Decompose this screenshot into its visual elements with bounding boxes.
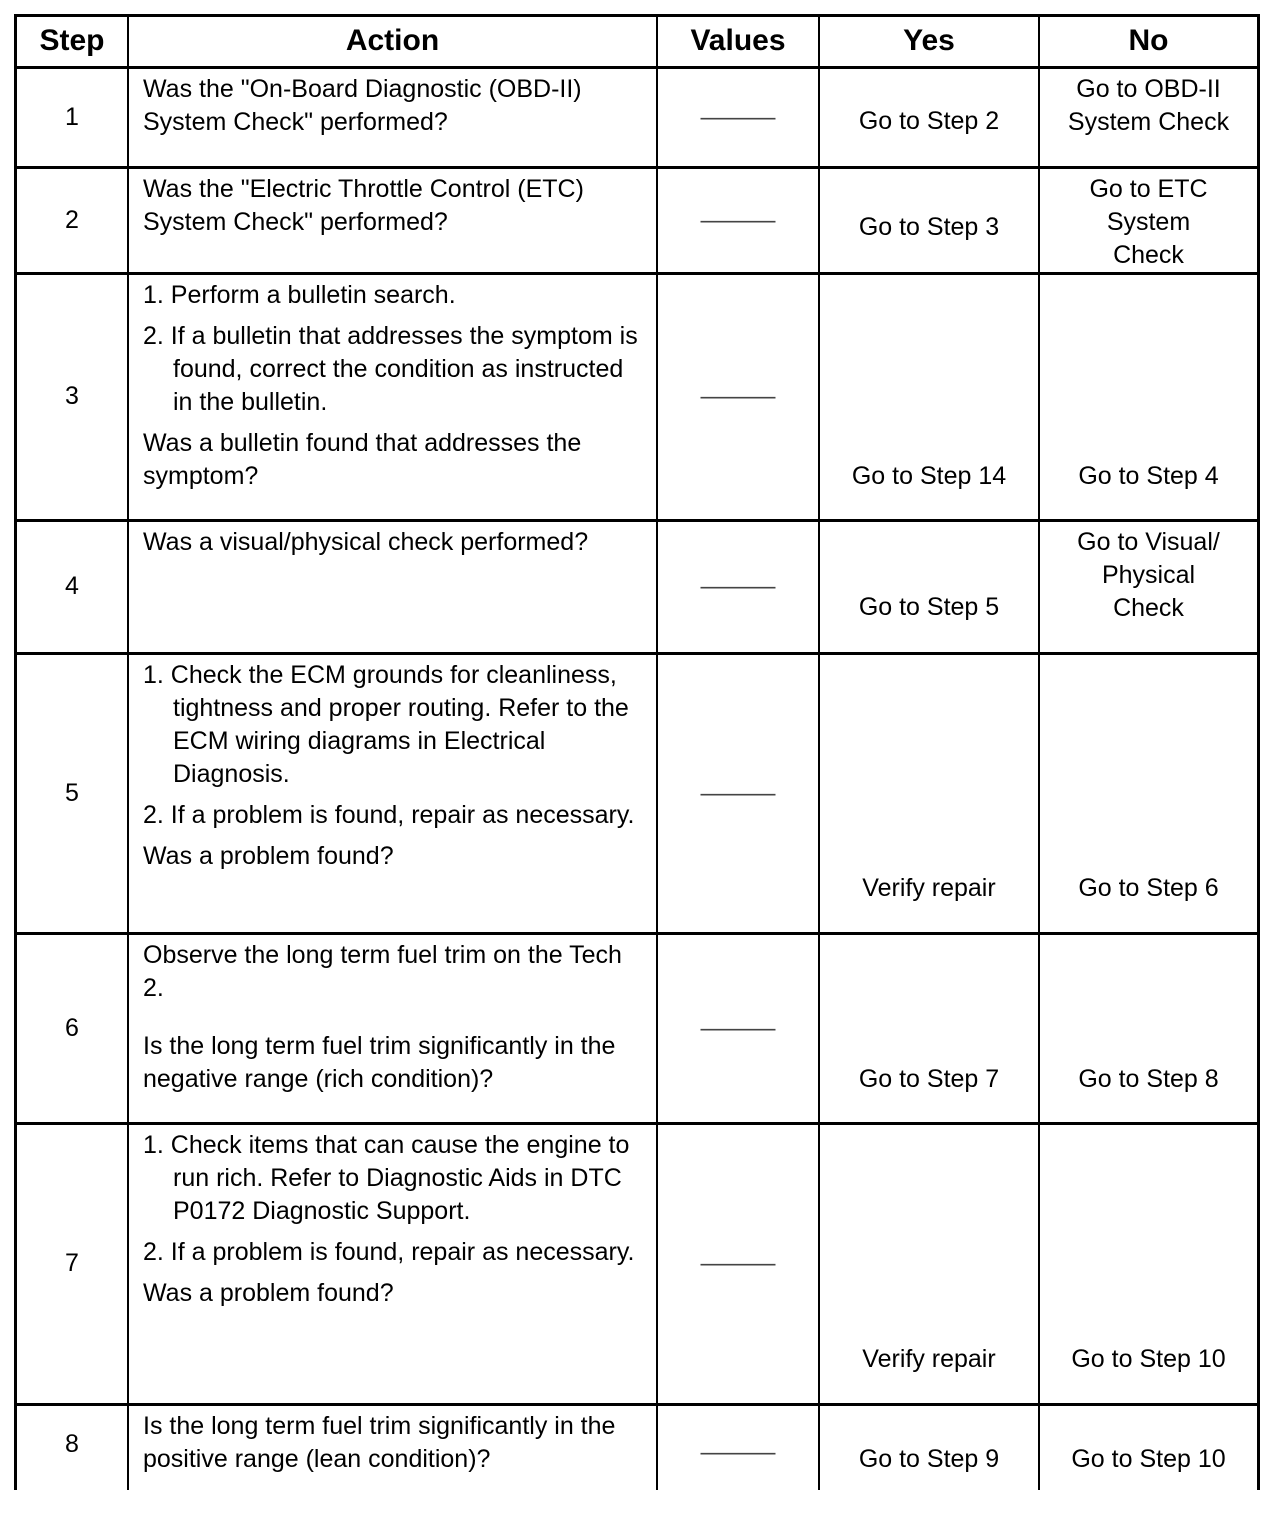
- yes-cell: [819, 167, 1039, 273]
- header-values: Values: [657, 17, 819, 67]
- table-row: [17, 273, 1257, 520]
- action-list-item: 1. Perform a bulletin search.: [143, 280, 456, 309]
- no-cell: [1039, 167, 1257, 273]
- table-row: [17, 933, 1257, 1123]
- yes-cell: [819, 67, 1039, 167]
- yes-text: Verify repair: [862, 1344, 996, 1373]
- step-number: 5: [17, 653, 128, 933]
- header-action: Action: [128, 17, 657, 67]
- table-row: [17, 520, 1257, 653]
- no-text: Go to OBD-II System Check: [1067, 74, 1230, 136]
- values-cell: ———: [657, 653, 819, 933]
- no-text: Go to ETC System Check: [1089, 174, 1208, 269]
- step-number: 3: [17, 273, 128, 520]
- values-cell: ———: [657, 520, 819, 653]
- no-text: Go to Step 10: [1071, 1444, 1226, 1473]
- no-text: Go to Step 8: [1078, 1064, 1219, 1093]
- table-row: [17, 653, 1257, 933]
- yes-text: Verify repair: [862, 873, 996, 902]
- action-list: [143, 279, 648, 419]
- no-cell: [1039, 520, 1257, 653]
- yes-cell: [819, 1123, 1039, 1404]
- action-text: Was the "Electric Throttle Control (ETC) System Check" performed?: [143, 174, 584, 236]
- no-text: Go to Step 6: [1078, 873, 1219, 902]
- no-cell: [1039, 67, 1257, 167]
- action-list: [143, 1129, 648, 1269]
- yes-text: Go to Step 9: [858, 1444, 1000, 1473]
- yes-text: Go to Step 3: [858, 212, 1000, 241]
- no-cell: [1039, 273, 1257, 520]
- step-number: 4: [17, 520, 128, 653]
- yes-cell: [819, 933, 1039, 1123]
- values-cell: ———: [657, 67, 819, 167]
- action-text: Was the "On-Board Diagnostic (OBD-II) System Check" performed?: [143, 74, 582, 136]
- action-text: Was a visual/physical check performed?: [143, 527, 589, 556]
- no-text: Go to Step 10: [1071, 1344, 1226, 1373]
- yes-text: Go to Step 5: [858, 592, 1000, 621]
- yes-text: Go to Step 7: [858, 1064, 1000, 1093]
- action-list-item: 2. If a bulletin that addresses the symptom is found, correct the condition as instructed in the bulletin.: [143, 321, 638, 416]
- values-cell: ———: [657, 1404, 819, 1490]
- action-list-item: 2. If a problem is found, repair as necessary.: [143, 800, 635, 829]
- action-cell: [128, 520, 657, 653]
- diagnostic-table: [17, 17, 1257, 1490]
- action-text: Observe the long term fuel trim on the Tech 2.: [143, 940, 622, 1002]
- yes-cell: [819, 1404, 1039, 1490]
- header-step: Step: [17, 17, 128, 67]
- yes-cell: [819, 520, 1039, 653]
- header-yes: Yes: [819, 17, 1039, 67]
- yes-text: Go to Step 14: [851, 461, 1007, 490]
- table-row: [17, 1404, 1257, 1490]
- action-question: Is the long term fuel trim significantly in the negative range (rich condition)?: [143, 1031, 616, 1093]
- action-cell: [128, 1404, 657, 1490]
- values-cell: ———: [657, 273, 819, 520]
- values-cell: ———: [657, 167, 819, 273]
- action-cell: [128, 273, 657, 520]
- step-number: 8: [17, 1404, 128, 1490]
- step-number: 7: [17, 1123, 128, 1404]
- step-number: 2: [17, 167, 128, 273]
- yes-cell: [819, 653, 1039, 933]
- no-cell: [1039, 933, 1257, 1123]
- no-cell: [1039, 1404, 1257, 1490]
- step-number: 6: [17, 933, 128, 1123]
- no-cell: [1039, 653, 1257, 933]
- action-list-item: 1. Check items that can cause the engine to run rich. Refer to Diagnostic Aids in DTC P0172 Diagnostic Support.: [143, 1130, 630, 1225]
- no-cell: [1039, 1123, 1257, 1404]
- diagnostic-table-container: [14, 14, 1260, 1490]
- header-no: No: [1039, 17, 1257, 67]
- values-cell: ———: [657, 1123, 819, 1404]
- action-text: Is the long term fuel trim significantly in the positive range (lean condition)?: [143, 1411, 616, 1473]
- step-number: 1: [17, 67, 128, 167]
- action-question: Was a problem found?: [143, 841, 394, 870]
- action-cell: [128, 653, 657, 933]
- yes-text: Go to Step 2: [858, 106, 1000, 135]
- no-text: Go to Step 4: [1078, 461, 1219, 490]
- action-question: Was a problem found?: [143, 1278, 394, 1307]
- header-row: [17, 17, 1257, 67]
- action-list-item: 2. If a problem is found, repair as necessary.: [143, 1237, 635, 1266]
- table-row: [17, 67, 1257, 167]
- values-cell: ———: [657, 933, 819, 1123]
- action-list-item: 1. Check the ECM grounds for cleanliness, tightness and proper routing. Refer to the ECM wiring diagrams in Electrical Diagnosis.: [143, 660, 629, 788]
- action-cell: [128, 167, 657, 273]
- action-list: [143, 659, 648, 832]
- yes-cell: [819, 273, 1039, 520]
- action-question: Was a bulletin found that addresses the symptom?: [143, 428, 582, 490]
- action-cell: [128, 933, 657, 1123]
- table-row: [17, 167, 1257, 273]
- no-text: Go to Visual/ Physical Check: [1077, 527, 1220, 622]
- table-row: [17, 1123, 1257, 1404]
- action-cell: [128, 1123, 657, 1404]
- action-cell: [128, 67, 657, 167]
